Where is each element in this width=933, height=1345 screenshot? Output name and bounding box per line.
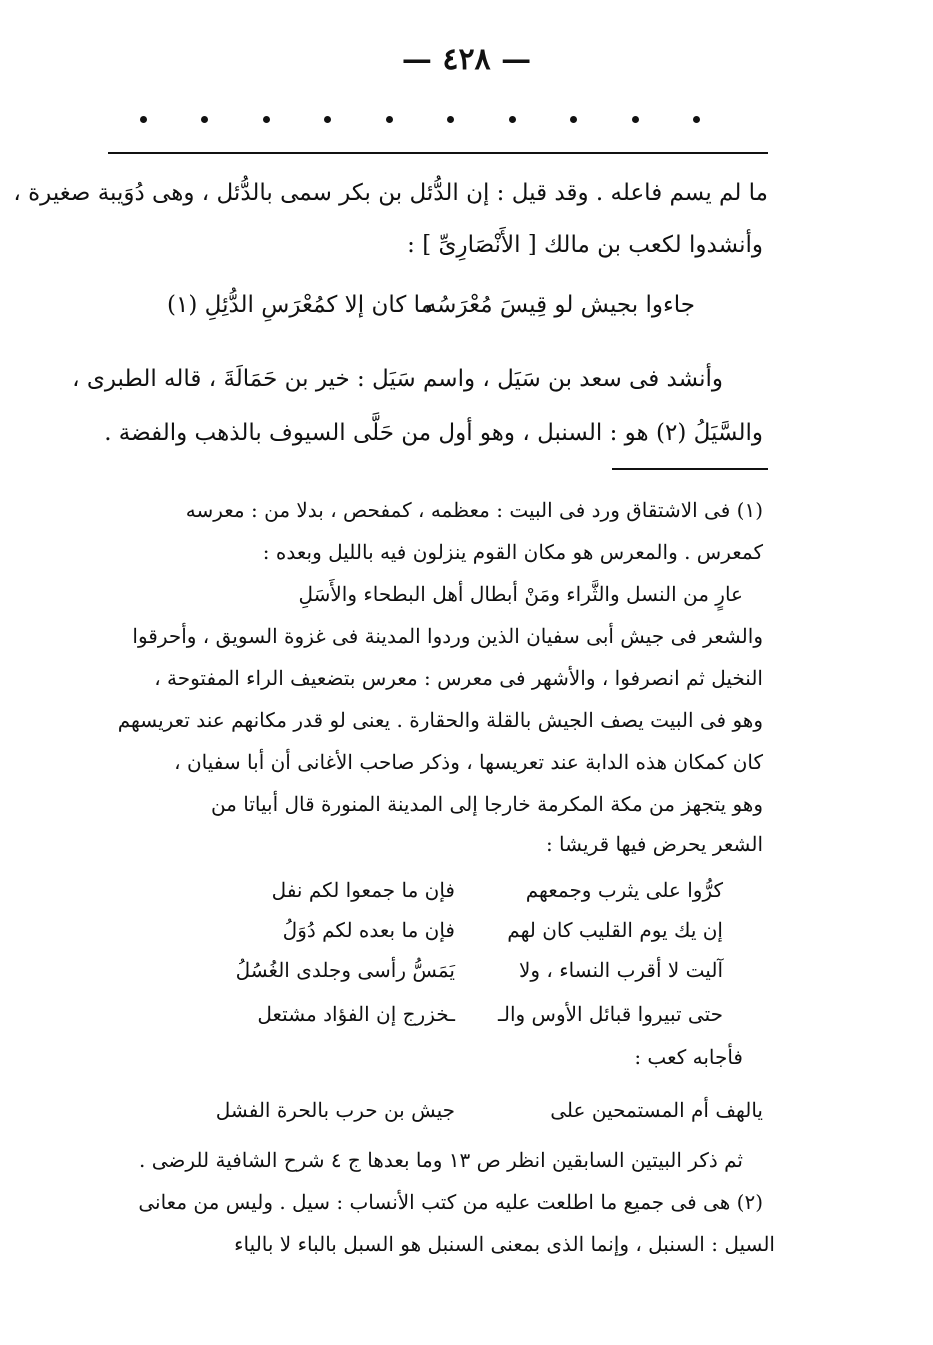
dot-ornament-row <box>140 116 700 123</box>
footnote-line: ثم ذكر البيتين السابقين انظر ص ١٣ وما بعدها ج ٤ شرح الشافية للرضى . <box>139 1148 743 1172</box>
footnote-verse: عارٍ من النسل والثَّراء ومَنْ أبطال أهل البطحاء والأَسَلِ <box>298 582 743 606</box>
reply-first-hemistich: يالهف أم المستمحين على <box>550 1098 763 1122</box>
ornament-dot <box>693 116 700 123</box>
poem-first-hemistich: كرُّوا على يثرب وجمعهم <box>525 878 723 902</box>
page-number: — ٤٢٨ — <box>401 42 532 77</box>
poem-second-hemistich: فإن ما جمعوا لكم نفل <box>271 878 455 902</box>
ornament-dot <box>263 116 270 123</box>
verse-first-hemistich: جاءوا بجيش لو قِيسَ مُعْرَسُه <box>424 292 695 318</box>
ornament-dot <box>570 116 577 123</box>
ornament-dot <box>509 116 516 123</box>
footnote-line: (١) فى الاشتقاق ورد فى البيت : معظمه ، كمفحص ، بدلا من : معرسه <box>185 498 763 522</box>
footnote-line: (٢) هى فى جميع ما اطلعت عليه من كتب الأنساب : سيل . وليس من معانى <box>138 1190 763 1214</box>
footnote-line: السيل : السنبل ، وإنما الذى بمعنى السنبل هو السبل بالباء لا بالياء <box>234 1232 775 1256</box>
body-line: ما لم يسم فاعله . وقد قيل : إن الدُّئل بن بكر سمى بالدُّئل ، وهى دُوَيبة صغيرة ، <box>13 180 768 206</box>
footnote-line: كان كمكان هذه الدابة عند تعريسها ، وذكر صاحب الأغانى أن أبا سفيان ، <box>174 750 763 774</box>
poem-first-hemistich: آليت لا أقرب النساء ، ولا <box>518 958 723 982</box>
ornament-dot <box>386 116 393 123</box>
top-rule <box>108 152 768 154</box>
footnote-line: وهو يتجهز من مكة المكرمة خارجا إلى المدينة المنورة قال أبياتا من <box>210 792 763 816</box>
poem-second-hemistich: ـخزرج إن الفؤاد مشتعل <box>257 1002 455 1026</box>
footnote-line: كمعرس . والمعرس هو مكان القوم ينزلون فيه بالليل وبعده : <box>262 540 763 564</box>
poem-second-hemistich: فإن ما بعده لكم دُوَلُ <box>282 918 455 942</box>
footnote-line: النخيل ثم انصرفوا ، والأشهر فى معرس : معرس بتضعيف الراء المفتوحة ، <box>154 666 763 690</box>
ornament-dot <box>447 116 454 123</box>
ornament-dot <box>140 116 147 123</box>
footnote-line: الشعر يحرض فيها قريشا : <box>545 832 763 856</box>
ornament-dot <box>324 116 331 123</box>
ornament-dot <box>201 116 208 123</box>
footnote-line: وهو فى البيت يصف الجيش بالقلة والحقارة . يعنى لو قدر مكانهم عند تعريسهم <box>117 708 763 732</box>
body-line: وأنشدوا لكعب بن مالك [ الأَنْصَارِىِّ ] : <box>407 232 763 258</box>
poem-first-hemistich: حتى تبيروا قبائل الأوس والـ <box>498 1002 723 1026</box>
body-line: والسَّيَلُ (٢) هو : السنبل ، وهو أول من حَلَّى السيوف بالذهب والفضة . <box>104 420 763 446</box>
verse-second-hemistich: ما كان إلا كمُعْرَسِ الدُّئِلِ (١) <box>167 292 433 318</box>
body-line: وأنشد فى سعد بن سَيَل ، واسم سَيَل : خير بن حَمَالَةَ ، قاله الطبرى ، <box>72 366 723 392</box>
poem-second-hemistich: يَمَسُّ رأسى وجلدى الغُسُلُ <box>235 958 455 982</box>
footnote-line: والشعر فى جيش أبى سفيان الذين وردوا المدينة فى غزوة السويق ، وأحرقوا <box>132 624 763 648</box>
footnote-line: فأجابه كعب : <box>634 1045 743 1069</box>
poem-first-hemistich: إن يك يوم القليب كان لهم <box>507 918 723 942</box>
ornament-dot <box>632 116 639 123</box>
footnote-separator <box>612 468 768 470</box>
reply-second-hemistich: جيش بن حرب بالحرة الفشل <box>215 1098 455 1122</box>
